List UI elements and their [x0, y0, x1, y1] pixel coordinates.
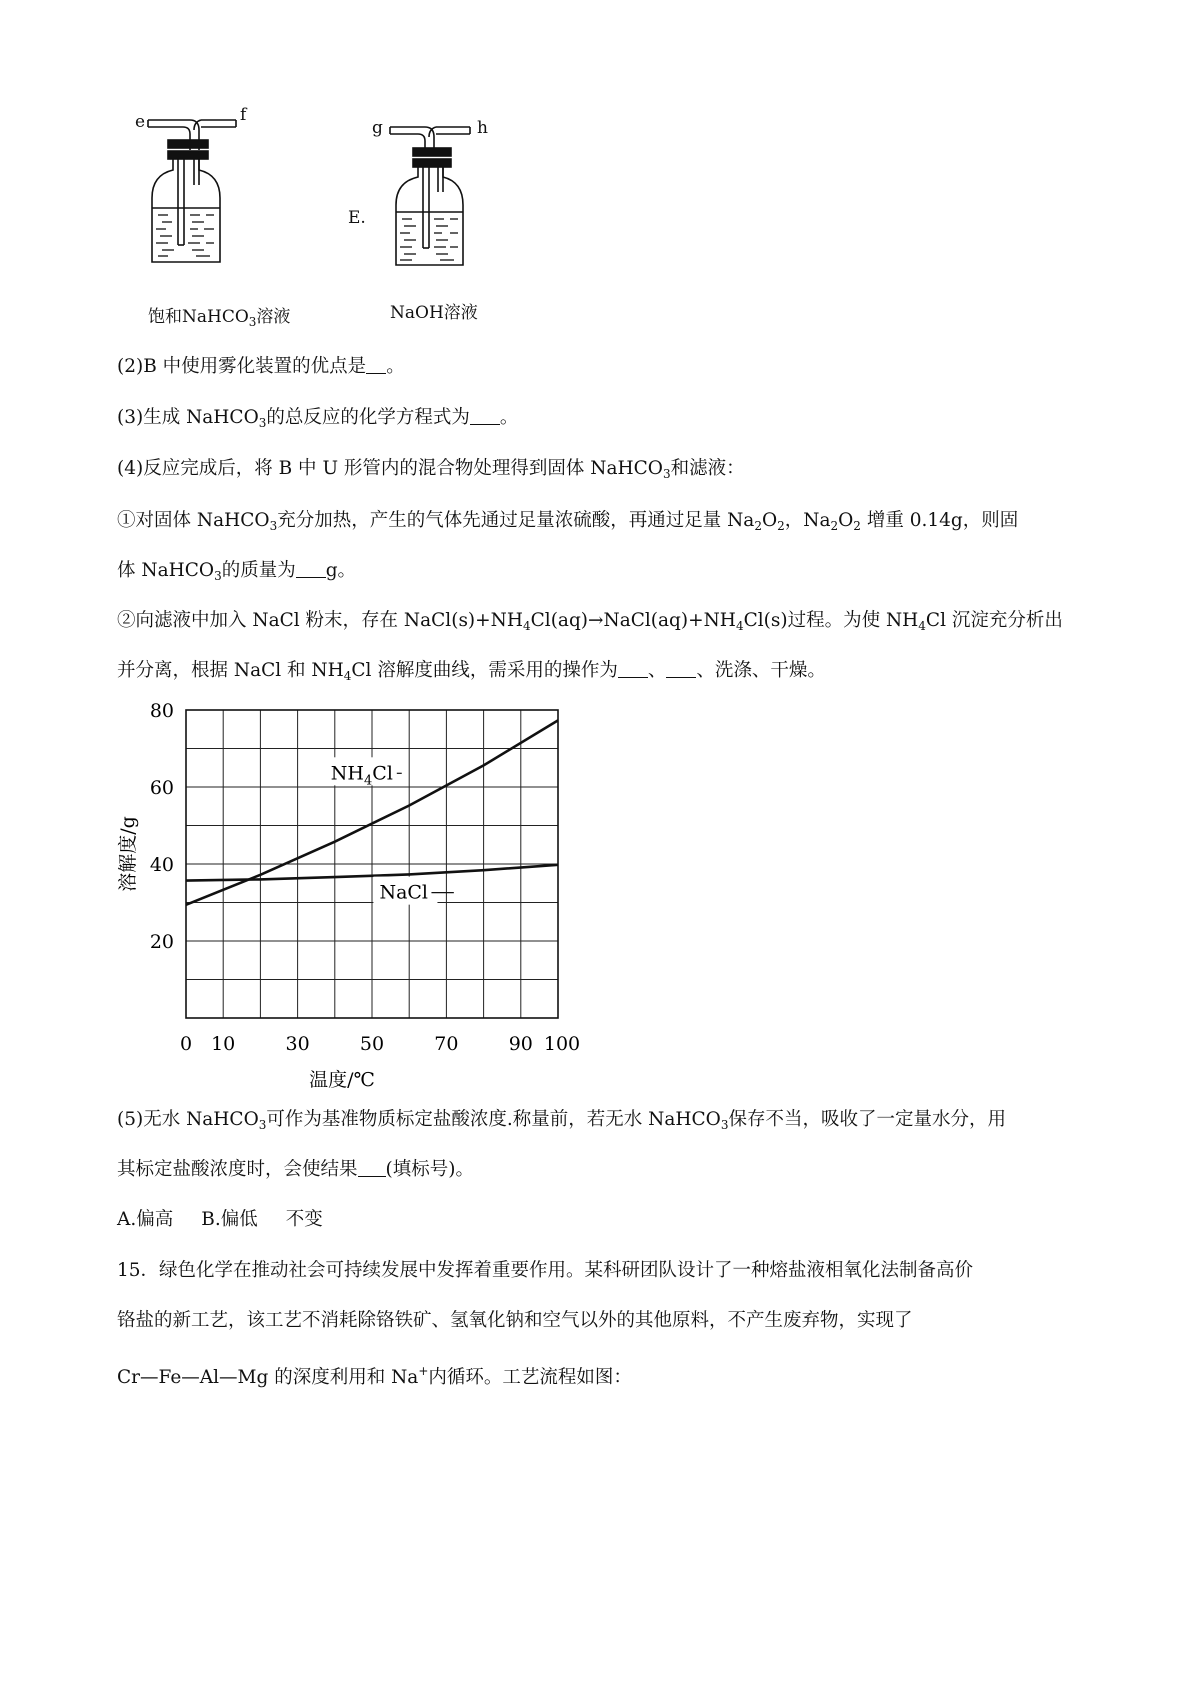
x-tick-label: 10: [211, 1033, 236, 1055]
question-15-line-3: Cr—Fe—Al—Mg 的深度利用和 Na+内循环。工艺流程如图：: [117, 1364, 632, 1388]
y-tick-label: 40: [149, 854, 174, 876]
series-label-nacl: NaCl: [379, 881, 429, 904]
x-tick-label: 70: [434, 1033, 459, 1055]
bottle1-outlet-label: f: [240, 105, 247, 125]
x-tick-label: 100: [543, 1033, 581, 1055]
question-15-line-1: 15．绿色化学在推动社会可持续发展中发挥着重要作用。某科研团队设计了一种熔盐液相氧化法制备高价: [117, 1260, 974, 1281]
question-2: (2)B 中使用雾化装置的优点是 。: [117, 356, 405, 377]
question-5-options: [117, 1207, 323, 1233]
x-tick-label: 0: [179, 1033, 193, 1055]
bottle1-inlet-label: e: [135, 112, 146, 132]
y-tick-label: 80: [149, 700, 174, 722]
apparatus-diagram: [0, 0, 600, 320]
question-3: (3)生成 NaHCO$_3$的总反应的化学方程式为 。: [117, 407, 519, 430]
gas-washing-bottle-2: [390, 127, 470, 265]
question-15-line-2: 铬盐的新工艺，该工艺不消耗除铬铁矿、氢氧化钠和空气以外的其他原料，不产生废弃物，实现了: [117, 1310, 913, 1331]
question-4-2-line-2: 并分离，根据 NaCl 和 $NH_4Cl$ 溶解度曲线，需采用的操作为 、 、洗涤、干燥。: [117, 660, 826, 683]
bottle1-caption: 饱和NaHCO$_3$溶液: [148, 307, 291, 329]
x-tick-label: 30: [285, 1033, 310, 1055]
option-b: B.偏低: [201, 1209, 258, 1230]
x-tick-label: 50: [359, 1033, 385, 1055]
question-4-1-line-2: 体 NaHCO$_3$的质量为 g。: [117, 560, 357, 583]
gas-washing-bottle-1: [148, 120, 236, 262]
y-tick-label: 20: [149, 931, 174, 953]
answer-blank: [618, 661, 648, 678]
y-tick-label: 60: [149, 777, 174, 799]
option-a: A.偏高: [117, 1209, 174, 1230]
option-e-label: E.: [348, 208, 366, 228]
y-axis-label: 溶解度/g: [117, 816, 139, 892]
question-5-line-1: (5)无水 NaHCO$_3$可作为基准物质标定盐酸浓度.称量前，若无水 NaHCO$_3$保存不当，吸收了一定量水分，用: [117, 1109, 1006, 1132]
solubility-chart: [100, 680, 600, 1100]
series-label-nh4cl: $NH_4Cl$: [330, 762, 393, 789]
question-4-1-line-1: ①对固体 NaHCO$_3$充分加热，产生的气体先通过足量浓硫酸，再通过足量 $Na_2O_2$，$Na_2O_2$ 增重 0.14g，则固: [117, 510, 1019, 533]
x-tick-label: 90: [508, 1033, 533, 1055]
bottle2-outlet-label: h: [477, 118, 488, 138]
x-axis-label: 温度/℃: [309, 1069, 375, 1091]
answer-blank: [666, 661, 696, 678]
question-5-line-2: 其标定盐酸浓度时，会使结果 (填标号)。: [117, 1159, 474, 1180]
option-c: 不变: [285, 1209, 323, 1230]
bottle2-inlet-label: g: [372, 118, 383, 138]
answer-blank: [358, 1160, 386, 1177]
bottle2-caption: NaOH溶液: [390, 303, 478, 323]
answer-blank: [366, 357, 386, 374]
question-4-2-line-1: ②向滤液中加入 NaCl 粉末，存在 $NaCl(s)+NH_4Cl(aq)\to NaCl(aq)+NH_4Cl(s)$过程。为使 $NH_4Cl$ 沉淀充分析出: [117, 610, 1063, 633]
answer-blank: [470, 408, 500, 425]
answer-blank: [296, 561, 326, 578]
question-4: (4)反应完成后，将 B 中 U 形管内的混合物处理得到固体 NaHCO$_3$和滤液：: [117, 458, 745, 481]
